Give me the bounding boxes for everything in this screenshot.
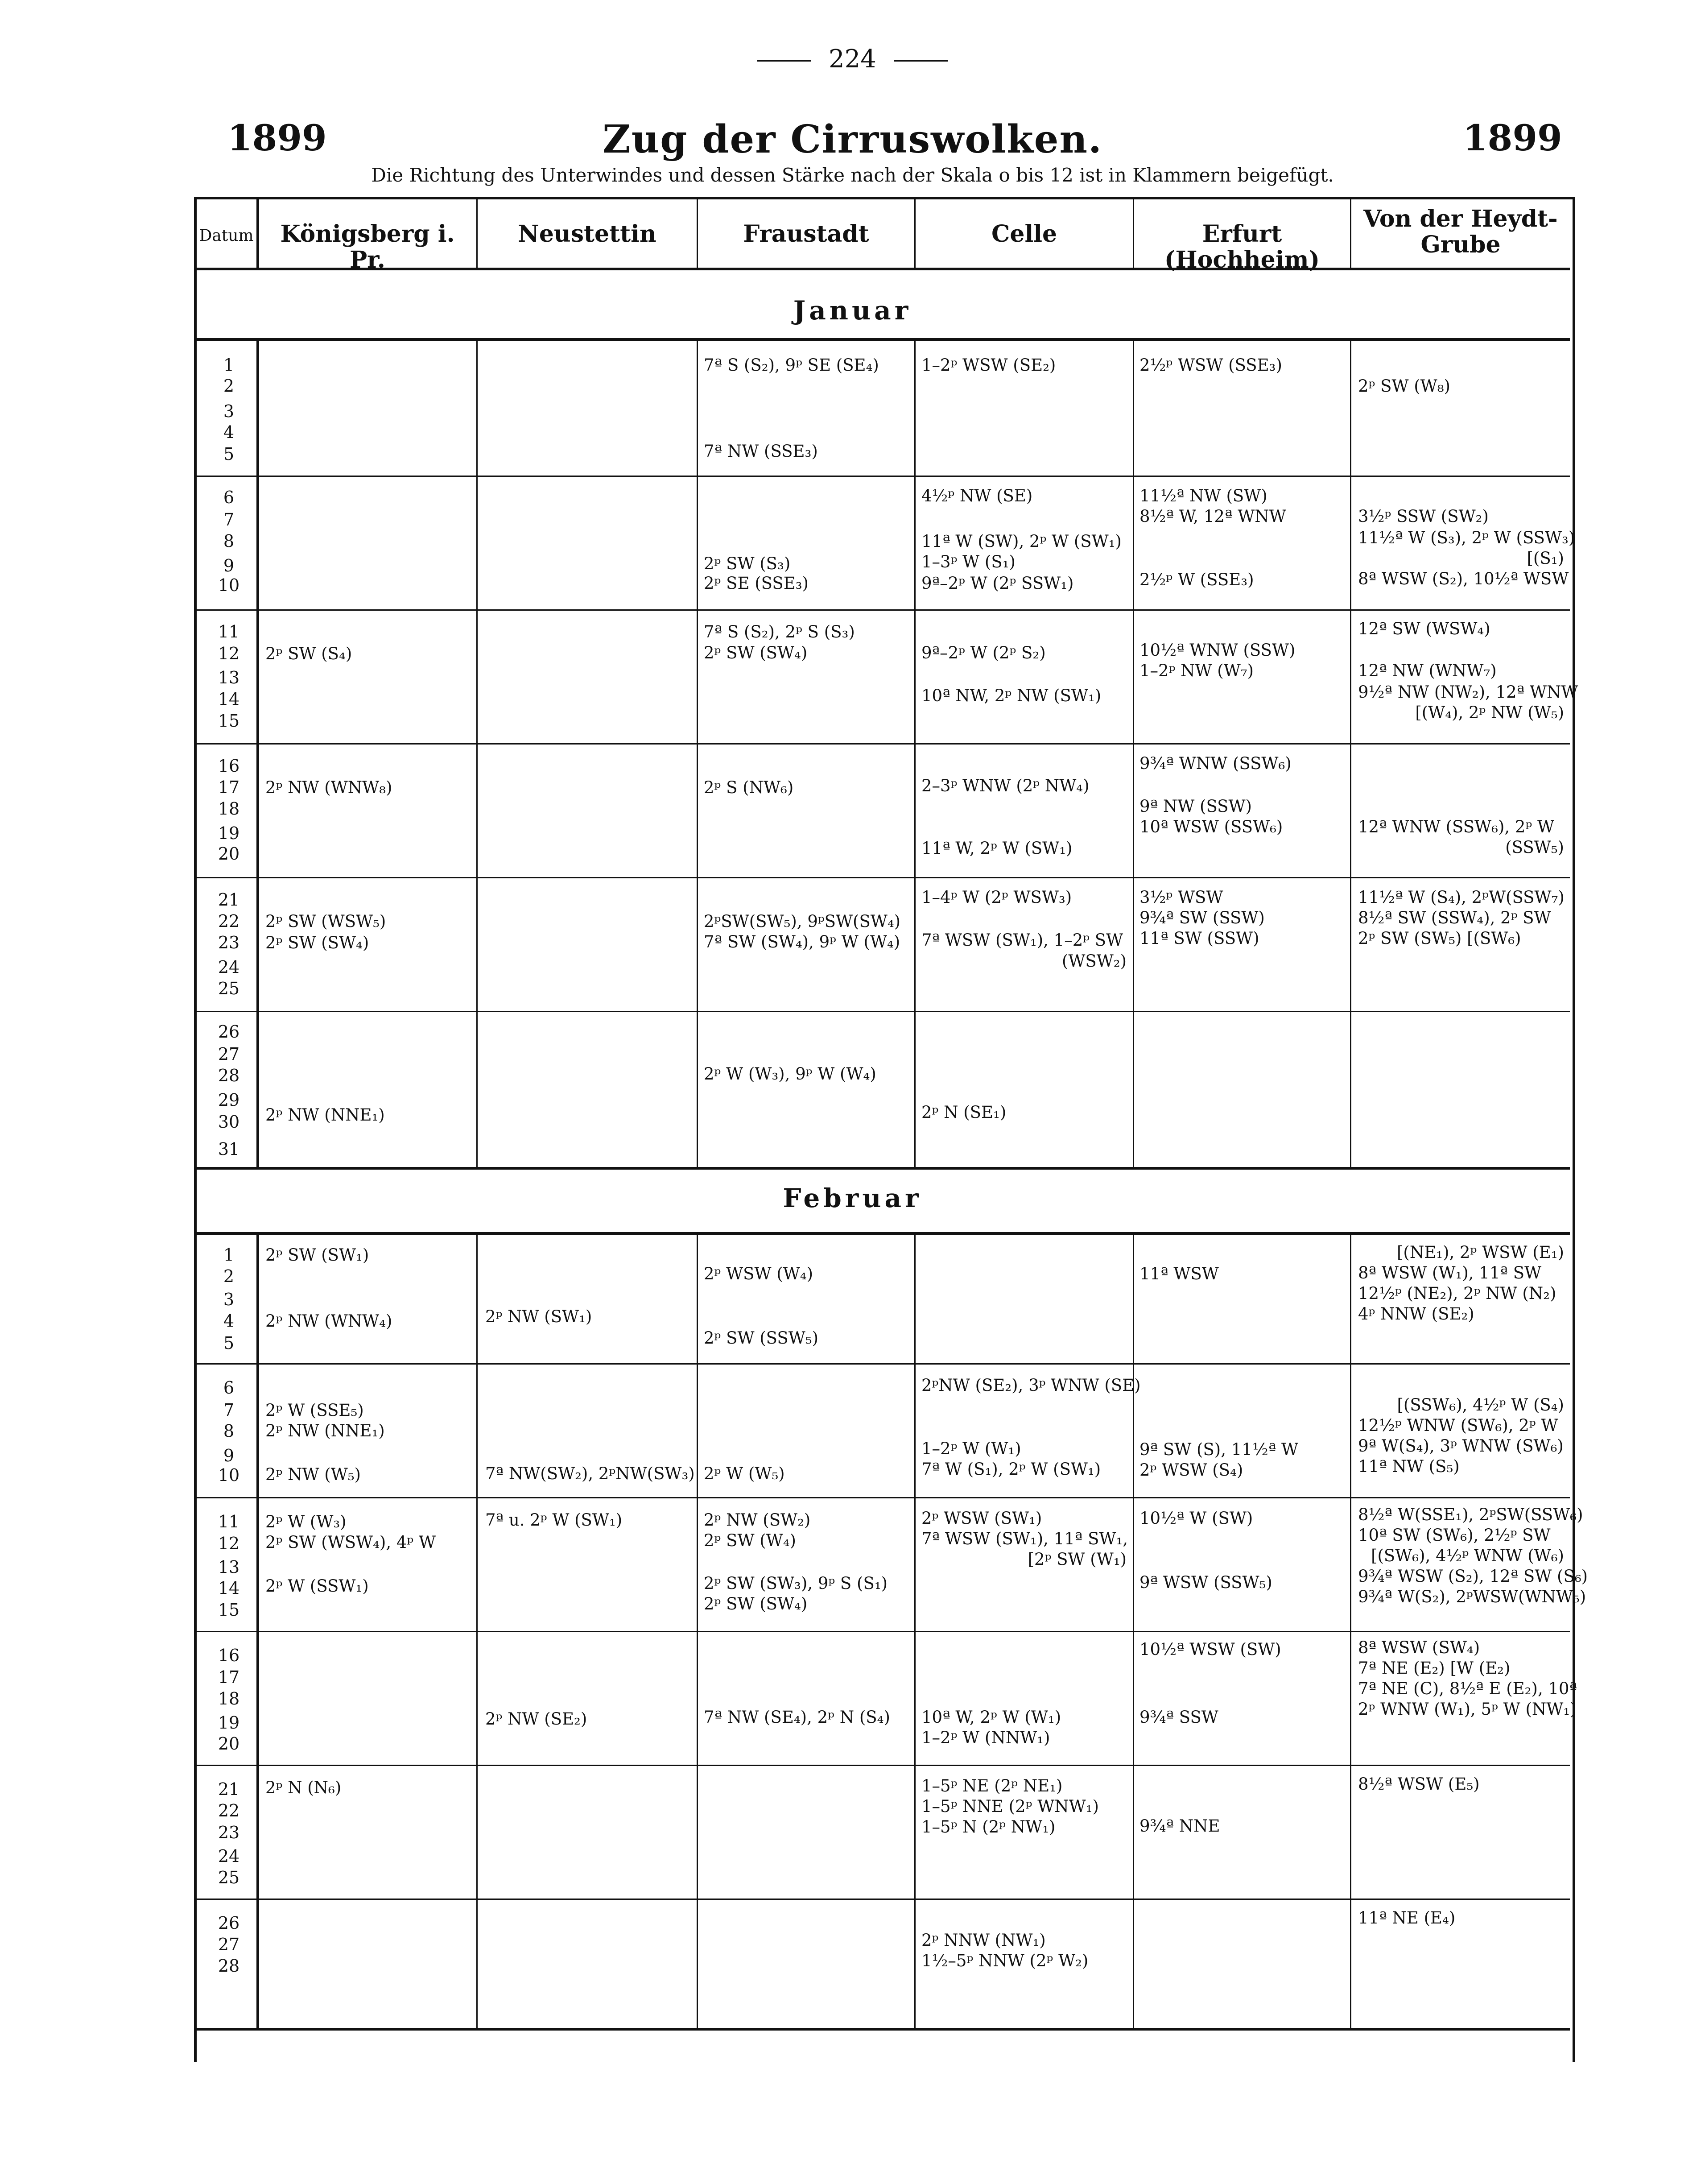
day-number: 23 [218,1823,240,1842]
observation-entry: 10½ª WNW (SSW) [1139,641,1296,660]
table-bottom-rule [196,2028,1570,2031]
observation-entry: 2ᵖ NW (WNW₄) [265,1311,392,1331]
observation-entry: 2ᵖ W (SSW₁) [265,1576,369,1596]
observation-entry: 2ᵖ NW (SE₂) [485,1709,587,1729]
observation-entry: 9ª WSW (SSW₅) [1139,1573,1272,1592]
observation-entry: 1–2ᵖ WSW (SE₂) [921,356,1056,375]
day-number: 1 [223,355,235,375]
col-rule [914,340,916,1167]
observation-entry: 9¾ª SSW [1139,1708,1218,1727]
observation-entry: 12ª NW (WNW₇) [1358,661,1497,680]
day-number: 23 [218,933,240,952]
day-number: 18 [218,1689,240,1708]
observation-entry: 2ᵖ WSW (W₄) [704,1264,813,1283]
month-label-januar: Januar [793,295,912,326]
day-number: 16 [218,756,240,776]
observation-entry: 7ª SW (SW₄), 9ᵖ W (W₄) [704,932,900,951]
day-number: 17 [218,778,240,797]
observation-entry: 10½ª WSW (SW) [1139,1640,1281,1659]
day-number: 15 [218,711,240,731]
day-number: 3 [223,401,235,421]
col-rule [1133,340,1134,1167]
observation-entry: 8ª WSW (S₂), 10½ª WSW [1358,569,1569,588]
observation-entry: 9¾ª SW (SSW) [1139,908,1265,927]
day-number: 6 [223,488,235,507]
col-rule [697,1234,698,2028]
day-number: 9 [223,556,235,575]
group-rule [196,743,1570,745]
observation-entry: 2ᵖ SW (SW₁) [265,1245,369,1265]
observation-entry: 7ª u. 2ᵖ W (SW₁) [485,1510,623,1530]
observation-entry: 2½ᵖ W (SSE₃) [1139,570,1254,589]
day-number: 12 [218,644,240,663]
observation-entry: 2ᵖ SW (SSW₅) [704,1328,819,1348]
day-number: 25 [218,979,240,998]
day-number: 16 [218,1646,240,1665]
page-title: Zug der Cirruswolken. [603,117,1102,162]
observation-entry: 1½–5ᵖ NNW (2ᵖ W₂) [921,1951,1089,1970]
observation-entry: [2ᵖ SW (W₁) [1028,1550,1127,1569]
day-number: 7 [223,1400,235,1420]
day-number: 10 [218,575,240,595]
group-rule [196,877,1570,878]
day-number: 29 [218,1090,240,1110]
observation-entry: 2ᵖ N (SE₁) [921,1103,1007,1122]
observation-entry: 1–3ᵖ W (S₁) [921,552,1016,571]
day-number: 24 [218,1846,240,1866]
right-dash [894,60,948,62]
observation-entry: 7ª NE (C), 8½ª E (E₂), 10ª [1358,1679,1577,1698]
day-number: 4 [223,1311,235,1331]
observation-entry: 2ᵖ NW (WNW₈) [265,778,392,797]
month-rule-end-januar [196,1167,1570,1170]
month-rule-januar [196,338,1570,341]
day-number: 19 [218,1713,240,1733]
day-number: 7 [223,510,235,529]
observation-entry: 12ª WNW (SSW₆), 2ᵖ W [1358,817,1555,836]
observation-entry: 1–5ᵖ NE (2ᵖ NE₁) [921,1776,1063,1795]
group-rule [196,1011,1570,1012]
observation-entry: 8½ª W, 12ª WNW [1139,507,1286,526]
observation-entry: 2ᵖ SW (SW₃), 9ᵖ S (S₁) [704,1574,888,1593]
observation-entry: 1–5ᵖ N (2ᵖ NW₁) [921,1817,1056,1837]
observation-entry: 11ª NW (S₅) [1358,1457,1460,1476]
col-header-fraustadt: Fraustadt [743,220,869,248]
day-number: 18 [218,799,240,819]
observation-entry: 2ᵖ SW (S₄) [265,644,352,663]
observation-entry: 8½ª WSW (E₅) [1358,1774,1480,1794]
observation-entry: 2ᵖ WSW (S₄) [1139,1460,1243,1480]
observation-entry: 2ᵖ WNW (W₁), 5ᵖ W (NW₁) [1358,1700,1577,1719]
observation-entry: 7ª NW (SE₄), 2ᵖ N (S₄) [704,1708,890,1727]
observation-entry: 2ᵖ WSW (SW₁) [921,1509,1042,1528]
observation-entry: 9ª–2ᵖ W (2ᵖ SSW₁) [921,574,1074,593]
page-subtitle: Die Richtung des Unterwindes und dessen Stärke nach der Skala o bis 12 ist in Klammern beigefügt. [371,164,1334,186]
col-header-datum: Datum [199,227,254,245]
col-header-erfurt: Erfurt (Hochheim) [1164,220,1320,273]
day-number: 11 [218,622,240,641]
observation-entry: 11ª WSW [1139,1264,1219,1283]
group-rule [196,1899,1570,1900]
observation-entry: 2ᵖ SW (S₃) [704,554,791,573]
observation-entry: 11ª W, 2ᵖ W (SW₁) [921,839,1073,858]
day-number: 21 [218,1779,240,1799]
observation-entry: 2ᵖ S (NW₆) [704,778,794,797]
day-number: 31 [218,1139,240,1159]
observation-entry: 10½ª W (SW) [1139,1509,1253,1528]
observation-entry: 9¾ª WNW (SSW₆) [1139,754,1292,773]
col-header-neustettin: Neustettin [518,220,656,248]
observation-entry: 2ᵖ SW (W₈) [1358,376,1450,396]
day-number: 22 [218,1801,240,1820]
observation-entry: 8½ª SW (SSW₄), 2ᵖ SW [1358,908,1551,927]
day-number: 28 [218,1956,240,1976]
day-number: 1 [223,1245,235,1265]
day-number: 19 [218,823,240,843]
day-number: 8 [223,531,235,551]
left-dash [757,60,811,62]
observation-entry: 9ª–2ᵖ W (2ᵖ S₂) [921,643,1046,662]
day-number: 5 [223,1333,235,1353]
observation-entry: 10ª SW (SW₆), 2½ᵖ SW [1358,1526,1551,1545]
observation-entry: 2ᵖ SE (SSE₃) [704,574,809,593]
observation-entry: 9¾ª WSW (S₂), 12ª SW (S₆) [1358,1567,1588,1586]
observation-entry: 7ª NW(SW₂), 2ᵖNW(SW₃) [485,1464,695,1483]
day-number: 17 [218,1667,240,1687]
observation-entry: 7ª NW (SSE₃) [704,442,818,461]
observation-entry: 2ᵖ SW (SW₅) [(SW₆) [1358,929,1521,948]
day-number: 27 [218,1935,240,1954]
observation-entry: 2ᵖNW (SE₂), 3ᵖ WNW (SE) [921,1376,1141,1395]
observation-entry: 2ᵖ NNW (NW₁) [921,1931,1046,1950]
day-number: 26 [218,1022,240,1042]
col-rule [697,340,698,1167]
day-number: 20 [218,1734,240,1754]
observation-entry: 2ᵖ N (N₆) [265,1778,342,1797]
day-number: 27 [218,1044,240,1064]
day-number: 30 [218,1112,240,1132]
group-rule [196,1363,1570,1365]
observation-entry: 2ᵖ NW (NNE₁) [265,1105,385,1125]
day-number: 2 [223,1266,235,1286]
day-number: 6 [223,1378,235,1398]
observation-entry: 4ᵖ NNW (SE₂) [1358,1304,1474,1324]
observation-entry: 10ª WSW (SSW₆) [1139,817,1283,836]
day-number: 10 [218,1465,240,1485]
day-number: 3 [223,1290,235,1309]
group-rule [196,609,1570,611]
day-number: 20 [218,844,240,864]
day-number: 28 [218,1066,240,1085]
month-label-februar: Februar [783,1183,922,1213]
observation-entry: 7ª NE (E₂) [W (E₂) [1358,1659,1511,1678]
observation-entry: 2ᵖ SW (SW₄) [704,643,808,662]
day-number: 13 [218,668,240,687]
observation-entry: 7ª S (S₂), 2ᵖ S (S₃) [704,622,855,641]
observation-entry: 12½ᵖ WNW (SW₆), 2ᵖ W [1358,1416,1558,1435]
day-number: 5 [223,444,235,464]
observation-entry: 1–2ᵖ NW (W₇) [1139,661,1254,680]
observation-entry: (WSW₂) [1061,951,1127,971]
observation-entry: 8½ª W(SSE₁), 2ᵖSW(SSW₆) [1358,1505,1583,1524]
observation-entry: 11ª SW (SSW) [1139,929,1259,948]
day-number: 25 [218,1868,240,1887]
observation-entry: [(SSW₆), 4½ᵖ W (S₄) [1397,1395,1564,1415]
observation-entry: 7ª W (S₁), 2ᵖ W (SW₁) [921,1460,1101,1479]
day-number: 14 [218,1578,240,1598]
day-number: 24 [218,957,240,977]
col-rule [1350,1234,1351,2028]
observation-entry: 10ª NW, 2ᵖ NW (SW₁) [921,686,1102,705]
observation-entry: 4½ᵖ NW (SE) [921,486,1033,505]
observation-entry: 12½ᵖ (NE₂), 2ᵖ NW (N₂) [1358,1284,1556,1303]
observation-entry: 1–2ᵖ W (NNW₁) [921,1728,1050,1747]
observation-entry: 2–3ᵖ WNW (2ᵖ NW₄) [921,776,1090,795]
observation-entry: [(S₁) [1527,549,1564,568]
observation-entry: [(SW₆), 4½ᵖ WNW (W₆) [1371,1546,1564,1565]
observation-entry: 2ᵖ NW (SW₂) [704,1510,811,1530]
group-rule [196,1497,1570,1498]
day-number: 12 [218,1534,240,1553]
day-number: 9 [223,1446,235,1465]
observation-entry: 2ᵖ SW (WSW₄), 4ᵖ W [265,1533,436,1552]
observation-entry: 11½ª NW (SW) [1139,486,1267,505]
observation-entry: 1–5ᵖ NNE (2ᵖ WNW₁) [921,1797,1099,1816]
observation-entry: 2ᵖ NW (W₅) [265,1465,361,1484]
observation-entry: 2ᵖ W (W₃) [265,1512,347,1531]
observation-entry: 2ᵖSW(SW₅), 9ᵖSW(SW₄) [704,912,901,931]
observation-entry: [(W₄), 2ᵖ NW (W₅) [1415,703,1564,722]
day-number: 26 [218,1913,240,1933]
observation-entry: 9½ª NW (NW₂), 12ª WNW [1358,682,1578,702]
day-number: 4 [223,422,235,442]
observation-entry: 7ª WSW (SW₁), 11ª SW₁, [921,1529,1128,1548]
observation-entry: 3½ᵖ SSW (SW₂) [1358,507,1489,526]
observation-entry: 7ª S (S₂), 9ᵖ SE (SE₄) [704,356,879,375]
year-left: 1899 [227,117,327,159]
observation-entry: 11½ª W (S₄), 2ᵖW(SSW₇) [1358,888,1565,907]
observation-entry: 1–4ᵖ W (2ᵖ WSW₃) [921,888,1072,907]
observation-entry: 11ª W (SW), 2ᵖ W (SW₁) [921,532,1122,551]
observation-entry: 2ᵖ NW (SW₁) [485,1307,592,1326]
observation-entry: [(NE₁), 2ᵖ WSW (E₁) [1396,1243,1564,1262]
day-number: 11 [218,1512,240,1531]
col-rule-datum [256,1234,259,2028]
observation-entry: 2½ᵖ WSW (SSE₃) [1139,356,1282,375]
observation-entry: 9ª W(S₄), 3ᵖ WNW (SW₆) [1358,1436,1564,1456]
col-header-koenigsberg: Königsberg i. Pr. [280,220,455,273]
col-rule [1350,340,1351,1167]
page-number-line [0,45,1705,74]
col-rule [1133,1234,1134,2028]
day-number: 13 [218,1557,240,1577]
col-rule [476,340,478,1167]
day-number: 14 [218,689,240,709]
day-number: 2 [223,376,235,396]
observation-entry: 9ª SW (S), 11½ª W [1139,1440,1299,1459]
observation-entry: 2ᵖ SW (WSW₅) [265,912,386,931]
observation-entry: (SSW₅) [1505,838,1564,857]
observation-entry: 2ᵖ SW (SW₄) [265,933,369,952]
group-rule [196,1631,1570,1632]
observation-entry: 9ª NW (SSW) [1139,797,1252,816]
group-rule [196,1765,1570,1766]
month-rule-februar [196,1232,1570,1235]
year-right: 1899 [1463,117,1562,159]
observation-entry: 12ª SW (WSW₄) [1358,619,1490,638]
observation-entry: 1–2ᵖ W (W₁) [921,1439,1021,1458]
observation-entry: 8ª WSW (SW₄) [1358,1638,1480,1657]
observation-entry: 7ª WSW (SW₁), 1–2ᵖ SW [921,931,1123,950]
day-number: 21 [218,890,240,910]
col-header-heydt-grube: Von der Heydt-Grube [1363,205,1558,258]
col-rule [476,1234,478,2028]
day-number: 15 [218,1600,240,1620]
observation-entry: 8ª WSW (W₁), 11ª SW [1358,1263,1542,1282]
observation-entry: 2ᵖ W (W₅) [704,1464,785,1483]
observation-entry: 3½ᵖ WSW [1139,888,1223,907]
page-number: 224 [829,45,876,74]
col-rule-datum [256,340,259,1167]
observation-entry: 2ᵖ SW (W₄) [704,1531,796,1550]
observation-entry: 10ª W, 2ᵖ W (W₁) [921,1708,1061,1727]
observation-entry: 9¾ª NNE [1139,1816,1220,1836]
observation-entry: 2ᵖ W (W₃), 9ᵖ W (W₄) [704,1064,876,1084]
day-number: 22 [218,911,240,931]
observation-entry: 2ᵖ SW (SW₄) [704,1594,808,1613]
observation-entry: 11ª NE (E₄) [1358,1908,1456,1928]
col-rule [914,1234,916,2028]
col-header-celle: Celle [991,220,1057,248]
observation-entry: 2ᵖ NW (NNE₁) [265,1421,385,1440]
observation-entry: 11½ª W (S₃), 2ᵖ W (SSW₃) [1358,528,1575,547]
group-rule [196,476,1570,477]
observation-entry: 2ᵖ W (SSE₅) [265,1401,364,1420]
observation-entry: 9¾ª W(S₂), 2ᵖWSW(WNW₅) [1358,1587,1586,1606]
day-number: 8 [223,1421,235,1441]
